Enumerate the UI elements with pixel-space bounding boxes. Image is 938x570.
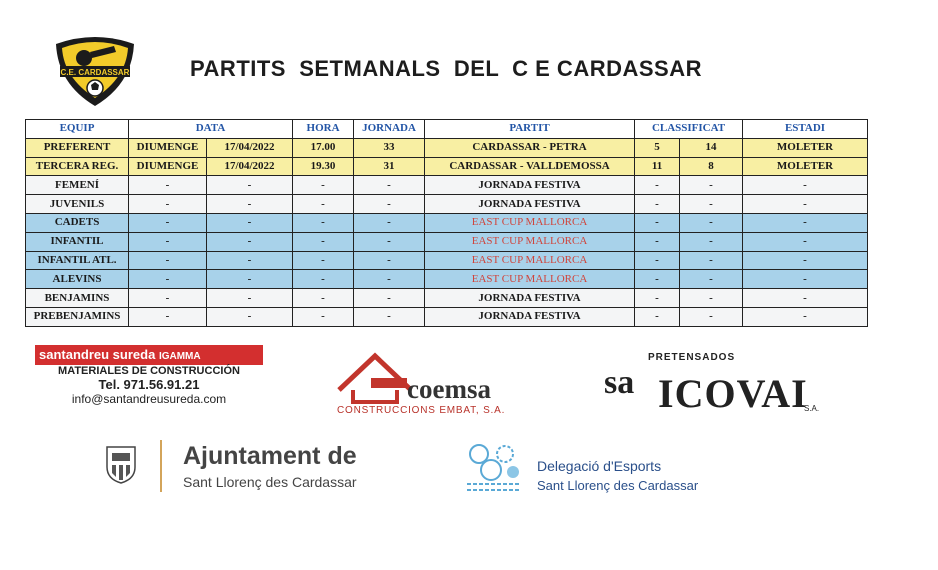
cell-c2: - [680, 232, 743, 251]
delegacio-sports-icon [463, 440, 525, 494]
cell-partit: JORNADA FESTIVA [425, 195, 635, 214]
cell-partit: EAST CUP MALLORCA [425, 213, 635, 232]
cell-hora: - [293, 195, 354, 214]
cell-day: DIUMENGE [129, 157, 207, 176]
cell-day: DIUMENGE [129, 138, 207, 157]
cell-equip: INFANTIL ATL. [26, 251, 129, 270]
cell-estadi: - [743, 176, 868, 195]
coemsa-house-icon [335, 350, 415, 404]
schedule-table [25, 119, 868, 327]
cell-jornada: - [354, 307, 425, 326]
sponsor-santandreu [35, 345, 265, 415]
cell-c1: - [635, 232, 680, 251]
saicovai-pre: PRETENSADOS [648, 352, 736, 363]
cell-estadi: - [743, 232, 868, 251]
cell-partit: EAST CUP MALLORCA [425, 251, 635, 270]
table-row [26, 157, 868, 176]
cell-hora: - [293, 307, 354, 326]
cell-equip: CADETS [26, 213, 129, 232]
cell-c2: 8 [680, 157, 743, 176]
cell-equip: JUVENILS [26, 195, 129, 214]
cell-day: - [129, 289, 207, 308]
cell-c1: - [635, 213, 680, 232]
sponsor-saicovai [600, 350, 830, 420]
cell-day: - [129, 176, 207, 195]
header-equip: EQUIP [26, 120, 129, 139]
cell-c2: - [680, 307, 743, 326]
cell-estadi: MOLETER [743, 157, 868, 176]
table-row [26, 138, 868, 157]
cell-date: - [207, 289, 293, 308]
coemsa-name: coemsa [407, 374, 491, 404]
delegacio-subtitle: Sant Llorenç des Cardassar [537, 478, 699, 493]
coemsa-subtitle: CONSTRUCCIONS EMBAT, S.A. [337, 405, 506, 416]
header-data: DATA [129, 120, 293, 139]
header-classificat: CLASSIFICAT [635, 120, 743, 139]
ajuntament-divider [160, 440, 162, 492]
cell-jornada: - [354, 289, 425, 308]
cell-hora: 17.00 [293, 138, 354, 157]
cell-day: - [129, 213, 207, 232]
delegacio-title: Delegació d'Esports [537, 458, 662, 474]
header-hora: HORA [293, 120, 354, 139]
ajuntament-shield-icon [104, 443, 138, 485]
cell-estadi: - [743, 289, 868, 308]
cell-c2: - [680, 176, 743, 195]
table-row [26, 232, 868, 251]
saicovai-sa: sa [604, 364, 635, 401]
cell-jornada: - [354, 176, 425, 195]
cell-hora: - [293, 251, 354, 270]
saicovai-name: ICOVAI [658, 371, 808, 416]
ajuntament-title: Ajuntament de [183, 442, 357, 470]
cell-day: - [129, 195, 207, 214]
cell-c2: - [680, 289, 743, 308]
cell-date: - [207, 213, 293, 232]
cell-date: 17/04/2022 [207, 157, 293, 176]
cell-equip: INFANTIL [26, 232, 129, 251]
cell-jornada: 31 [354, 157, 425, 176]
cell-partit: JORNADA FESTIVA [425, 307, 635, 326]
table-row [26, 251, 868, 270]
header-estadi: ESTADI [743, 120, 868, 139]
cell-estadi: MOLETER [743, 138, 868, 157]
cell-jornada: - [354, 270, 425, 289]
cell-hora: - [293, 270, 354, 289]
table-row [26, 289, 868, 308]
cell-partit: EAST CUP MALLORCA [425, 270, 635, 289]
cell-hora: - [293, 232, 354, 251]
cell-jornada: - [354, 251, 425, 270]
cell-equip: TERCERA REG. [26, 157, 129, 176]
table-header-row [26, 120, 868, 139]
ajuntament-subtitle: Sant Llorenç des Cardassar [183, 474, 357, 490]
cell-date: - [207, 251, 293, 270]
header-partit: PARTIT [425, 120, 635, 139]
santandreu-tagline: MATERIALES DE CONSTRUCCIÓN [58, 365, 240, 377]
cell-jornada: - [354, 213, 425, 232]
cell-c1: - [635, 289, 680, 308]
cell-hora: - [293, 213, 354, 232]
page-title: PARTITS SETMANALS DEL C E CARDASSAR [190, 56, 702, 81]
cell-estadi: - [743, 213, 868, 232]
cell-c1: 11 [635, 157, 680, 176]
header-jornada: JORNADA [354, 120, 425, 139]
cell-jornada: - [354, 232, 425, 251]
club-crest-logo [52, 36, 138, 108]
saicovai-suffix: S.A. [804, 404, 820, 413]
cell-partit: JORNADA FESTIVA [425, 176, 635, 195]
cell-c2: - [680, 195, 743, 214]
cell-c1: - [635, 251, 680, 270]
cell-c2: - [680, 213, 743, 232]
santandreu-brand-bar: santandreu sureda IGAMMA [35, 345, 263, 365]
cell-jornada: 33 [354, 138, 425, 157]
cell-estadi: - [743, 307, 868, 326]
cell-estadi: - [743, 195, 868, 214]
svg-text:C.E. CARDASSAR: C.E. CARDASSAR [60, 68, 130, 77]
cell-date: 17/04/2022 [207, 138, 293, 157]
cell-jornada: - [354, 195, 425, 214]
cell-day: - [129, 270, 207, 289]
cell-c1: 5 [635, 138, 680, 157]
cell-day: - [129, 232, 207, 251]
cell-day: - [129, 307, 207, 326]
santandreu-phone: Tel. 971.56.91.21 [98, 377, 200, 392]
cell-date: - [207, 176, 293, 195]
cell-equip: FEMENÍ [26, 176, 129, 195]
cell-partit: CARDASSAR - VALLDEMOSSA [425, 157, 635, 176]
cell-day: - [129, 251, 207, 270]
cell-partit: EAST CUP MALLORCA [425, 232, 635, 251]
cell-date: - [207, 270, 293, 289]
cell-partit: CARDASSAR - PETRA [425, 138, 635, 157]
cell-estadi: - [743, 251, 868, 270]
cell-hora: 19.30 [293, 157, 354, 176]
table-row [26, 307, 868, 326]
cell-c2: 14 [680, 138, 743, 157]
table-row [26, 195, 868, 214]
cell-equip: BENJAMINS [26, 289, 129, 308]
cell-hora: - [293, 176, 354, 195]
cell-equip: PREBENJAMINS [26, 307, 129, 326]
cell-date: - [207, 307, 293, 326]
sponsor-coemsa [335, 350, 545, 420]
table-row [26, 176, 868, 195]
santandreu-email: info@santandreusureda.com [71, 392, 227, 406]
cell-c1: - [635, 307, 680, 326]
cell-equip: ALEVINS [26, 270, 129, 289]
cell-partit: JORNADA FESTIVA [425, 289, 635, 308]
cell-date: - [207, 232, 293, 251]
igamma-tag: IGAMMA [158, 351, 201, 362]
table-row [26, 213, 868, 232]
cell-date: - [207, 195, 293, 214]
cell-equip: PREFERENT [26, 138, 129, 157]
cell-c1: - [635, 270, 680, 289]
cell-c2: - [680, 270, 743, 289]
cell-c1: - [635, 195, 680, 214]
table-row [26, 270, 868, 289]
cell-hora: - [293, 289, 354, 308]
cell-c2: - [680, 251, 743, 270]
cell-c1: - [635, 176, 680, 195]
cell-estadi: - [743, 270, 868, 289]
